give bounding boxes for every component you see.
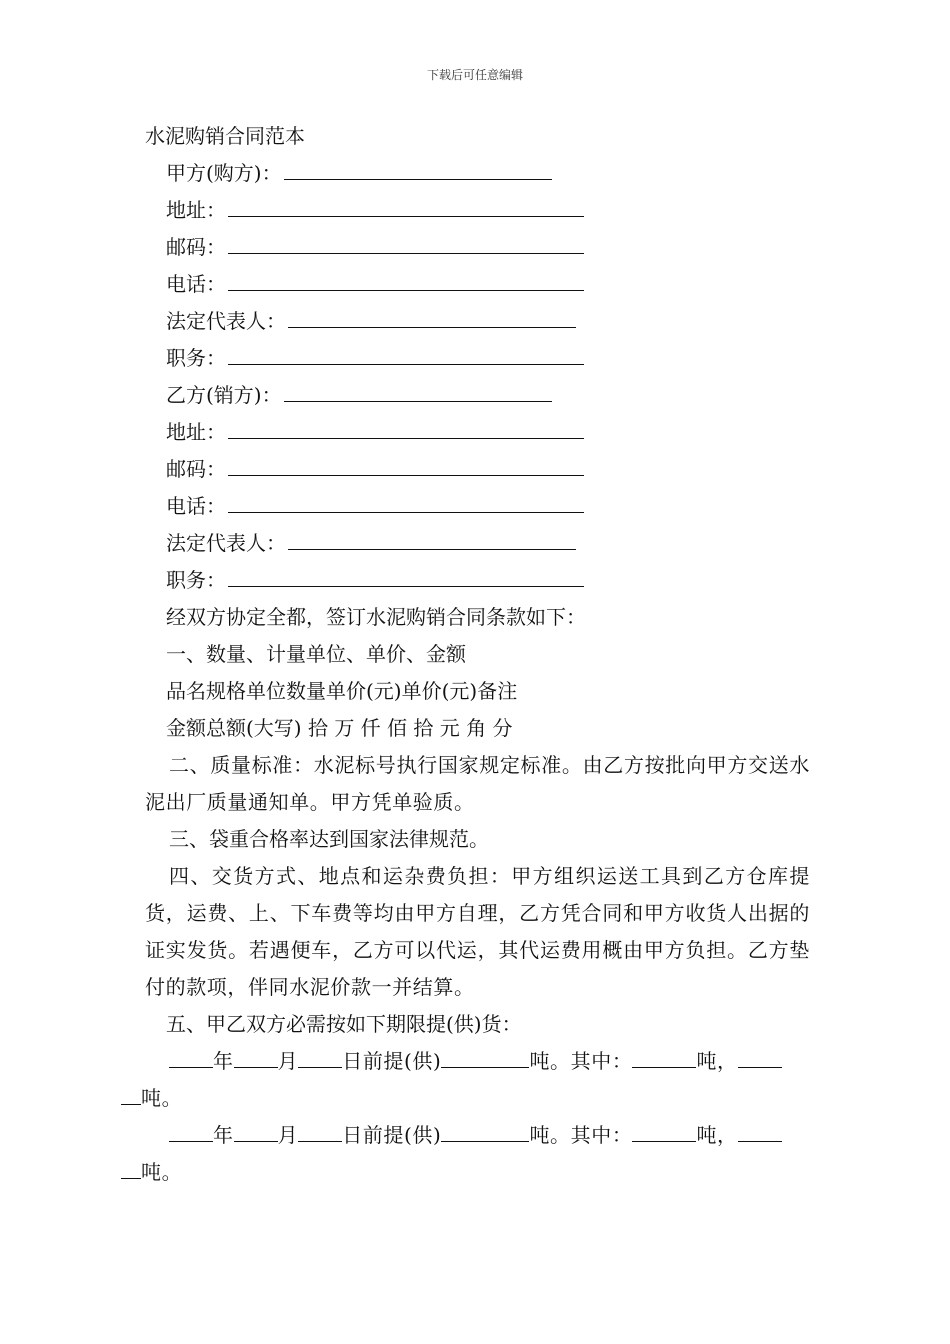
party-b-postcode-label: 邮码：	[166, 457, 226, 481]
delivery-ton-comma-label: 吨，	[696, 1049, 738, 1073]
party-a-label: 甲方(购方)：	[166, 161, 282, 185]
delivery-part1-field[interactable]	[632, 1047, 696, 1068]
section-3-text: 三、袋重合格率达到国家法律规范。	[169, 827, 489, 851]
delivery-day-field[interactable]	[298, 1047, 342, 1068]
section-1-columns: 品名规格单位数量单价(元)单价(元)备注	[166, 679, 518, 703]
section-1-title: 一、数量、计量单位、单价、金额	[166, 642, 466, 666]
delivery-part2-field-cont[interactable]	[121, 1158, 141, 1179]
delivery-part2-field[interactable]	[738, 1047, 782, 1068]
intro-text: 经双方协定全都，签订水泥购销合同条款如下：	[166, 605, 586, 629]
section-1-total: 金额总额(大写) 拾 万 仟 佰 拾 元 角 分	[166, 716, 513, 740]
party-a-phone-row	[145, 266, 810, 303]
party-b-rep-label: 法定代表人：	[166, 531, 286, 555]
delivery-day-field[interactable]	[298, 1121, 342, 1142]
party-a-rep-row	[145, 303, 810, 340]
delivery-ton-end-label: 吨。	[141, 1160, 183, 1184]
party-b-address-row	[145, 414, 810, 451]
party-a-row	[145, 155, 810, 192]
delivery-month-label: 月	[277, 1049, 299, 1073]
party-a-phone-label: 电话：	[166, 272, 226, 296]
delivery-ton-comma-label: 吨，	[696, 1123, 738, 1147]
delivery-day-label: 日前提(供)	[342, 1049, 442, 1073]
party-b-position-label: 职务：	[166, 568, 226, 592]
delivery-part2-field[interactable]	[738, 1121, 782, 1142]
delivery-month-field[interactable]	[234, 1047, 278, 1068]
party-b-field[interactable]	[284, 379, 552, 402]
document-title: 水泥购销合同范本	[145, 124, 305, 148]
party-b-label: 乙方(销方)：	[166, 383, 282, 407]
party-a-position-field[interactable]	[228, 342, 584, 365]
party-a-rep-label: 法定代表人：	[166, 309, 286, 333]
delivery-row-2	[141, 1117, 810, 1191]
party-a-rep-field[interactable]	[288, 305, 576, 328]
party-b-address-label: 地址：	[166, 420, 226, 444]
delivery-total-ton-field[interactable]	[441, 1047, 529, 1068]
section-5-title: 五、甲乙双方必需按如下期限提(供)货：	[166, 1012, 522, 1036]
delivery-among-label: 吨。其中：	[529, 1123, 633, 1147]
party-b-phone-row	[145, 488, 810, 525]
party-a-address-row	[145, 192, 810, 229]
party-a-address-field[interactable]	[228, 194, 584, 217]
delivery-month-field[interactable]	[234, 1121, 278, 1142]
delivery-ton-end-label: 吨。	[141, 1086, 183, 1110]
party-a-address-label: 地址：	[166, 198, 226, 222]
party-a-phone-field[interactable]	[228, 268, 584, 291]
page-header-note: 下载后可任意编辑	[426, 68, 523, 82]
delivery-month-label: 月	[277, 1123, 299, 1147]
party-a-position-row	[145, 340, 810, 377]
party-a-field[interactable]	[284, 157, 552, 180]
party-a-position-label: 职务：	[166, 346, 226, 370]
party-a-postcode-field[interactable]	[228, 231, 584, 254]
delivery-year-field[interactable]	[169, 1047, 213, 1068]
section-2-text: 二、质量标准：水泥标号执行国家规定标准。由乙方按批向甲方交送水泥出厂质量通知单。甲方凭单验质。	[145, 753, 810, 814]
party-b-phone-field[interactable]	[228, 490, 584, 513]
party-b-row	[145, 377, 810, 414]
party-b-rep-field[interactable]	[288, 527, 576, 550]
delivery-day-label: 日前提(供)	[342, 1123, 442, 1147]
delivery-among-label: 吨。其中：	[529, 1049, 633, 1073]
delivery-part1-field[interactable]	[632, 1121, 696, 1142]
delivery-part2-field-cont[interactable]	[121, 1084, 141, 1105]
delivery-row-1	[141, 1043, 810, 1117]
party-b-phone-label: 电话：	[166, 494, 226, 518]
section-4-text: 四、交货方式、地点和运杂费负担：甲方组织运送工具到乙方仓库提货，运费、上、下车费等均由甲方自理，乙方凭合同和甲方收货人出据的证实发货。若遇便车，乙方可以代运，其代运费用概由甲方负担。乙方垫付的款项，伴同水泥价款一并结算。	[145, 864, 810, 999]
party-a-postcode-label: 邮码：	[166, 235, 226, 259]
delivery-year-label: 年	[213, 1049, 234, 1073]
party-b-address-field[interactable]	[228, 416, 584, 439]
delivery-total-ton-field[interactable]	[441, 1121, 529, 1142]
party-b-postcode-row	[145, 451, 810, 488]
party-b-position-field[interactable]	[228, 564, 584, 587]
party-b-position-row	[145, 562, 810, 599]
party-b-rep-row	[145, 525, 810, 562]
delivery-year-field[interactable]	[169, 1121, 213, 1142]
party-a-postcode-row	[145, 229, 810, 266]
delivery-year-label: 年	[213, 1123, 234, 1147]
party-b-postcode-field[interactable]	[228, 453, 584, 476]
contract-document	[141, 118, 810, 1191]
